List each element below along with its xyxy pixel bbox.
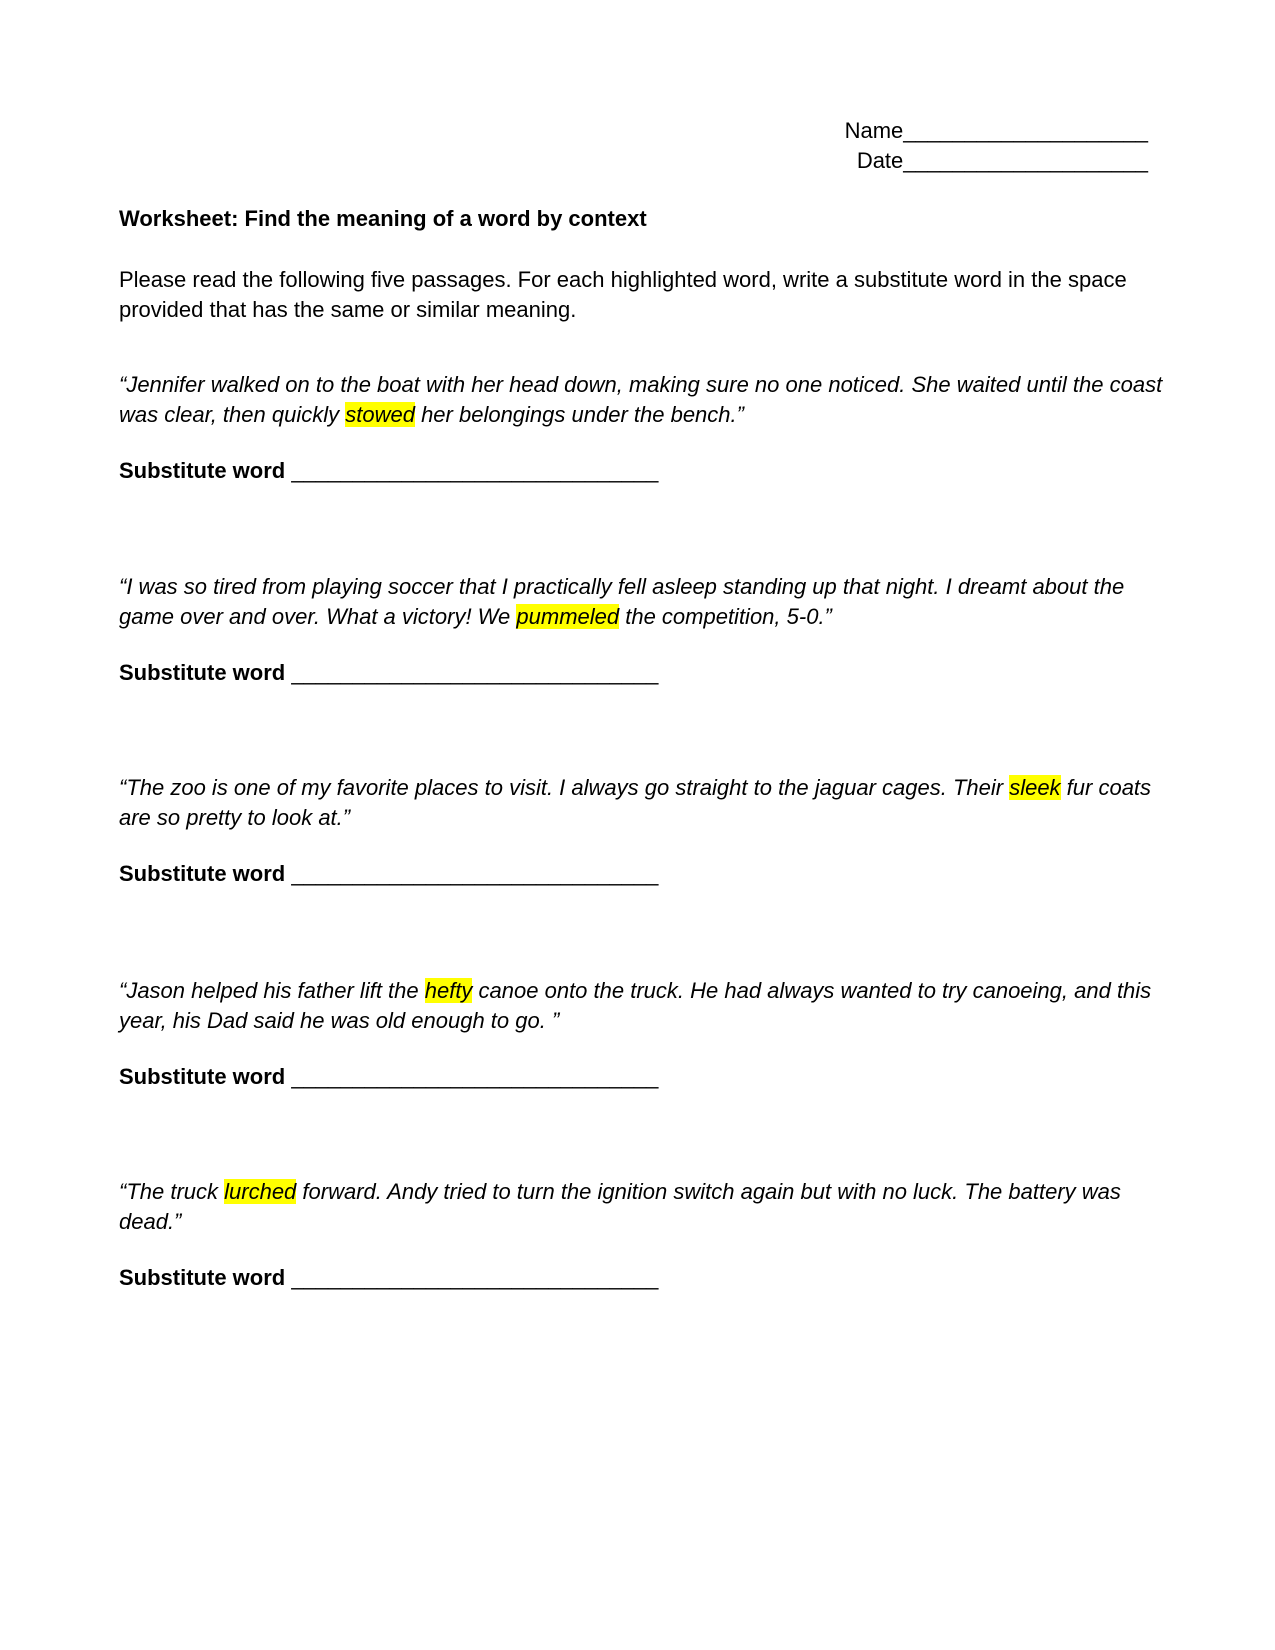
passage-text-before: “The zoo is one of my favorite places to visit. I always go straight to the jaguar cages. Their [119, 775, 1010, 800]
passage-text [119, 1177, 1169, 1237]
passage-4 [119, 976, 1169, 1090]
highlighted-word: sleek [1009, 775, 1061, 800]
substitute-word-line [119, 1265, 1169, 1291]
substitute-word-blank: ______________________________ [291, 1265, 659, 1290]
substitute-word-label: Substitute word [119, 458, 286, 483]
highlighted-word: hefty [424, 978, 473, 1003]
passage-3 [119, 773, 1169, 887]
passage-text-after: forward. Andy tried to turn the ignition switch again but with no luck. The battery was dead.” [119, 1179, 1121, 1234]
passage-text [119, 370, 1169, 430]
substitute-word-line [119, 1064, 1169, 1090]
date-field: Date____________________ [856, 148, 1148, 173]
highlighted-word: stowed [345, 402, 415, 427]
highlighted-word: lurched [224, 1179, 297, 1204]
passage-text-after: the competition, 5-0.” [619, 604, 832, 629]
header-fields [845, 116, 1148, 176]
substitute-word-line [119, 660, 1169, 686]
passage-text-after: canoe onto the truck. He had always wanted to try canoeing, and this year, his Dad said he was old enough to go. ” [119, 978, 1152, 1033]
substitute-word-blank: ______________________________ [291, 660, 659, 685]
passage-2 [119, 572, 1169, 686]
passage-text [119, 572, 1169, 632]
substitute-word-label: Substitute word [119, 1064, 286, 1089]
substitute-word-line [119, 458, 1169, 484]
passage-5 [119, 1177, 1169, 1291]
passage-text-before: “Jason helped his father lift the [119, 978, 425, 1003]
highlighted-word: pummeled [516, 604, 620, 629]
substitute-word-blank: ______________________________ [291, 1064, 659, 1089]
substitute-word-label: Substitute word [119, 861, 286, 886]
worksheet-title: Worksheet: Find the meaning of a word by context [119, 206, 647, 231]
passage-text-before: “The truck [119, 1179, 225, 1204]
passage-text-before: “I was so tired from playing soccer that I practically fell asleep standing up that night. I dreamt about the game over and over. What a victory! We [119, 574, 1125, 629]
instructions: Please read the following five passages. For each highlighted word, write a substitute word in the space provided that has the same or similar meaning. [119, 267, 1127, 322]
substitute-word-line [119, 861, 1169, 887]
substitute-word-blank: ______________________________ [291, 458, 659, 483]
passage-text-after: her belongings under the bench.” [414, 402, 744, 427]
passage-text-after: fur coats are so pretty to look at.” [119, 775, 1152, 830]
passage-1 [119, 370, 1169, 484]
substitute-word-label: Substitute word [119, 1265, 286, 1290]
name-field: Name____________________ [844, 118, 1148, 143]
passage-text [119, 773, 1169, 833]
substitute-word-label: Substitute word [119, 660, 286, 685]
passage-text [119, 976, 1169, 1036]
substitute-word-blank: ______________________________ [291, 861, 659, 886]
passage-text-before: “Jennifer walked on to the boat with her head down, making sure no one noticed. She waited until the coast was clear, then quickly [119, 372, 1163, 427]
